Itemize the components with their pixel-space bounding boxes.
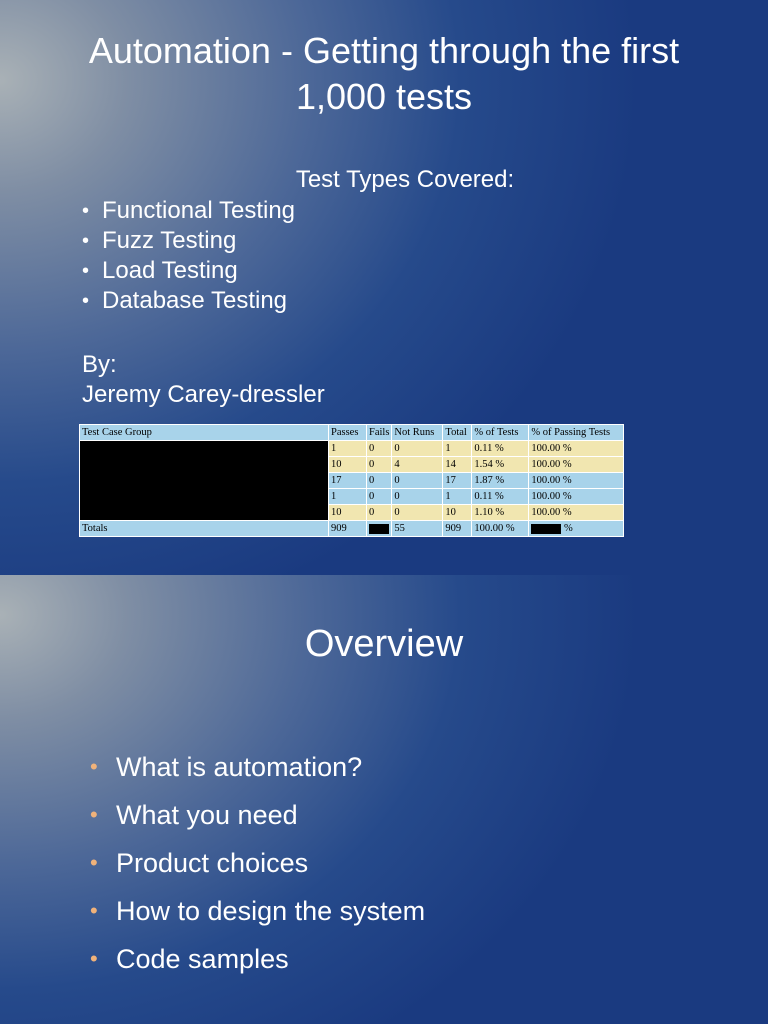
list-item (90, 743, 425, 791)
table-cell: 0 (367, 489, 392, 505)
totals-passes: 909 (329, 521, 367, 537)
test-types-list (82, 196, 295, 316)
bullet-icon: • (82, 200, 90, 222)
redaction-block (531, 524, 561, 534)
table-cell: 1.10 % (472, 505, 529, 521)
table-cell: 0.11 % (472, 489, 529, 505)
list-item-label: What you need (116, 800, 298, 830)
totals-pct-passing (529, 521, 624, 537)
list-item (90, 935, 425, 983)
list-item-label: Database Testing (102, 287, 288, 314)
list-item-label: Product choices (116, 848, 309, 878)
column-header: % of Tests (472, 425, 529, 441)
table-cell: 1.54 % (472, 457, 529, 473)
totals-pct-tests: 100.00 % (472, 521, 529, 537)
table-cell: 10 (443, 505, 472, 521)
table-cell: 1 (443, 441, 472, 457)
table-cell: 0 (367, 473, 392, 489)
list-item-label: How to design the system (116, 896, 426, 926)
totals-not-runs: 55 (392, 521, 443, 537)
redacted-group-names (80, 441, 329, 521)
slide-2-title: Overview (304, 623, 464, 665)
list-item-label: Code samples (116, 944, 289, 974)
bullet-icon: • (90, 946, 98, 971)
table-cell: 1 (443, 489, 472, 505)
author-name: Jeremy Carey-dressler (82, 381, 325, 408)
column-header: Total (443, 425, 472, 441)
bullet-icon: • (82, 260, 90, 282)
column-header: Fails (367, 425, 392, 441)
totals-total: 909 (443, 521, 472, 537)
table-cell: 4 (392, 457, 443, 473)
slide-2 (0, 575, 768, 1024)
table-cell: 100.00 % (529, 441, 624, 457)
table-cell: 100.00 % (529, 489, 624, 505)
list-item (82, 256, 295, 286)
redaction-block (369, 524, 389, 534)
by-label: By: (82, 351, 117, 378)
column-header: % of Passing Tests (529, 425, 624, 441)
list-item-label: Fuzz Testing (102, 227, 237, 254)
table-cell: 1.87 % (472, 473, 529, 489)
table-cell: 17 (443, 473, 472, 489)
bullet-icon: • (82, 290, 90, 312)
bullet-icon: • (90, 850, 98, 875)
table-cell: 0 (367, 505, 392, 521)
overview-list (90, 743, 425, 983)
table-cell: 1 (329, 489, 367, 505)
test-results-table (79, 424, 624, 537)
table-cell: 0 (392, 441, 443, 457)
bullet-icon: • (90, 802, 98, 827)
bullet-icon: • (90, 898, 98, 923)
totals-fails-redacted (367, 521, 392, 537)
table-cell: 0 (367, 441, 392, 457)
table-cell: 100.00 % (529, 505, 624, 521)
table-cell: 17 (329, 473, 367, 489)
table-cell: 10 (329, 505, 367, 521)
byline (82, 350, 325, 410)
column-header: Not Runs (392, 425, 443, 441)
column-header: Test Case Group (80, 425, 329, 441)
table-cell: 14 (443, 457, 472, 473)
table-cell: 0.11 % (472, 441, 529, 457)
table-cell: 1 (329, 441, 367, 457)
table-cell: 0 (392, 489, 443, 505)
list-item (82, 286, 295, 316)
table-totals-row (80, 521, 624, 537)
list-item (90, 839, 425, 887)
bullet-icon: • (90, 754, 98, 779)
slide-1-title: Automation - Getting through the first 1,000 tests (88, 30, 680, 117)
list-item (82, 226, 295, 256)
column-header: Passes (329, 425, 367, 441)
table-cell: 10 (329, 457, 367, 473)
table-cell: 0 (392, 505, 443, 521)
list-item (90, 887, 425, 935)
percent-suffix: % (564, 523, 573, 534)
list-item (90, 791, 425, 839)
table-cell: 0 (392, 473, 443, 489)
list-item-label: Functional Testing (102, 197, 296, 224)
table-header-row (80, 425, 624, 441)
bullet-icon: • (82, 230, 90, 252)
table-cell: 100.00 % (529, 457, 624, 473)
list-item-label: What is automation? (116, 752, 363, 782)
table-cell: 0 (367, 457, 392, 473)
list-item-label: Load Testing (102, 257, 238, 284)
table-row (80, 441, 624, 457)
totals-label: Totals (80, 521, 329, 537)
list-item (82, 196, 295, 226)
test-types-heading: Test Types Covered: (295, 166, 515, 193)
table-cell: 100.00 % (529, 473, 624, 489)
